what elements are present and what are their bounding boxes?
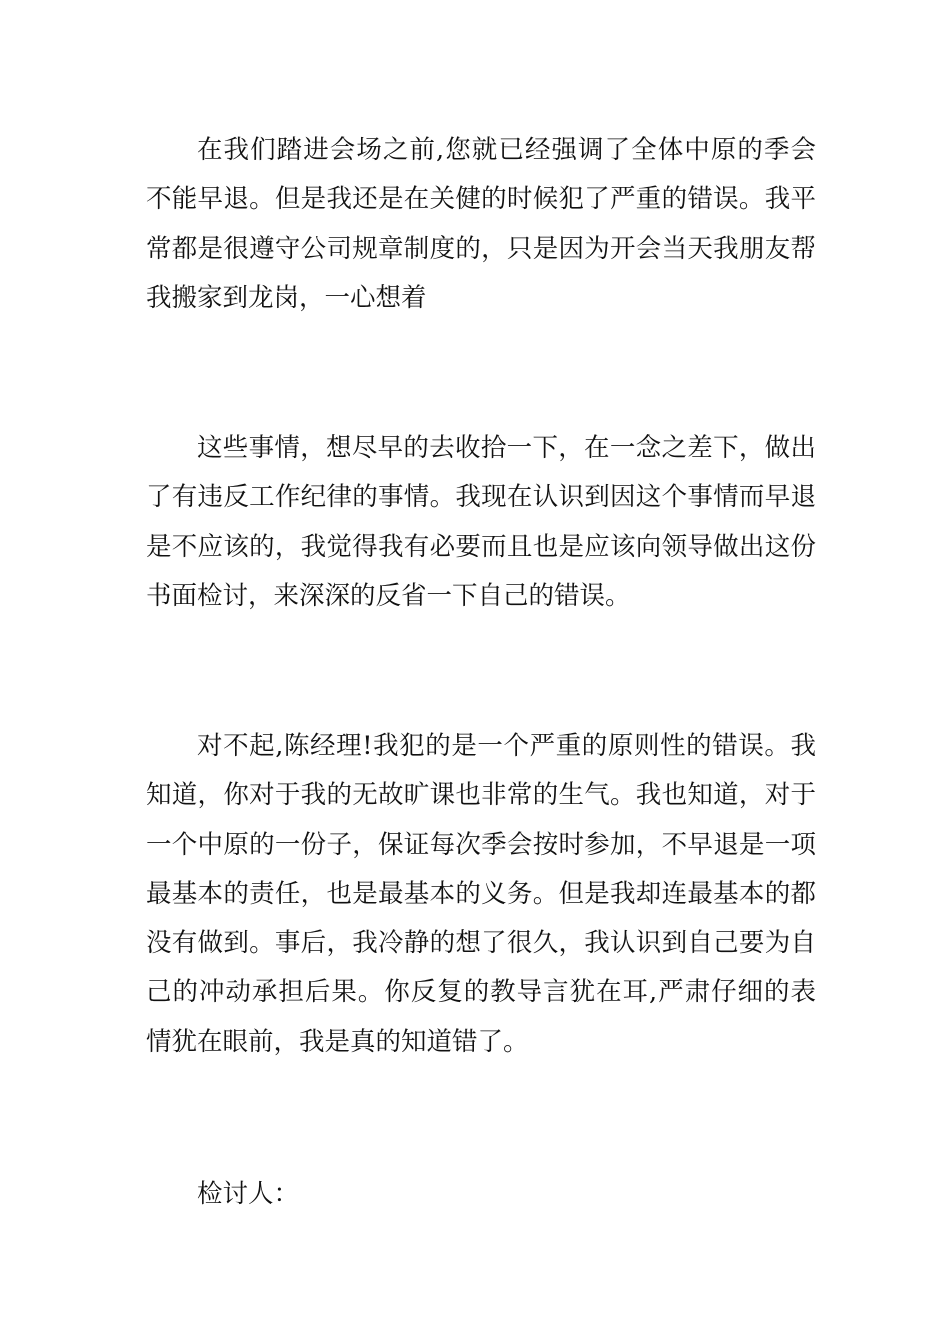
signature-label: 检讨人： — [197, 1179, 300, 1209]
paragraph-3: 对不起,陈经理!我犯的是一个严重的原则性的错误。我知道，你对于我的无故旷课也非常的生气。我也知道，对于一个中原的一份子，保证每次季会按时参加，不早退是一项最基本的责任，也是最基本的义务。但是我却连最基本的都没有做到。事后，我冷静的想了很久，我认识到自己要为自己的冲动承担后果。你反复的教导言犹在耳,严肃仔细的表情犹在眼前，我是真的知道错了。 — [146, 731, 816, 1057]
paragraph-2: 这些事情，想尽早的去收拾一下，在一念之差下，做出了有违反工作纪律的事情。我现在认识到因这个事情而早退是不应该的，我觉得我有必要而且也是应该向领导做出这份书面检讨，来深深的反省一下自己的错误。 — [146, 433, 816, 611]
paragraph-1: 在我们踏进会场之前,您就已经强调了全体中原的季会不能早退。但是我还是在关健的时候犯了严重的错误。我平常都是很遵守公司规章制度的，只是因为开会当天我朋友帮我搬家到龙岗，一心想着 — [146, 135, 816, 313]
